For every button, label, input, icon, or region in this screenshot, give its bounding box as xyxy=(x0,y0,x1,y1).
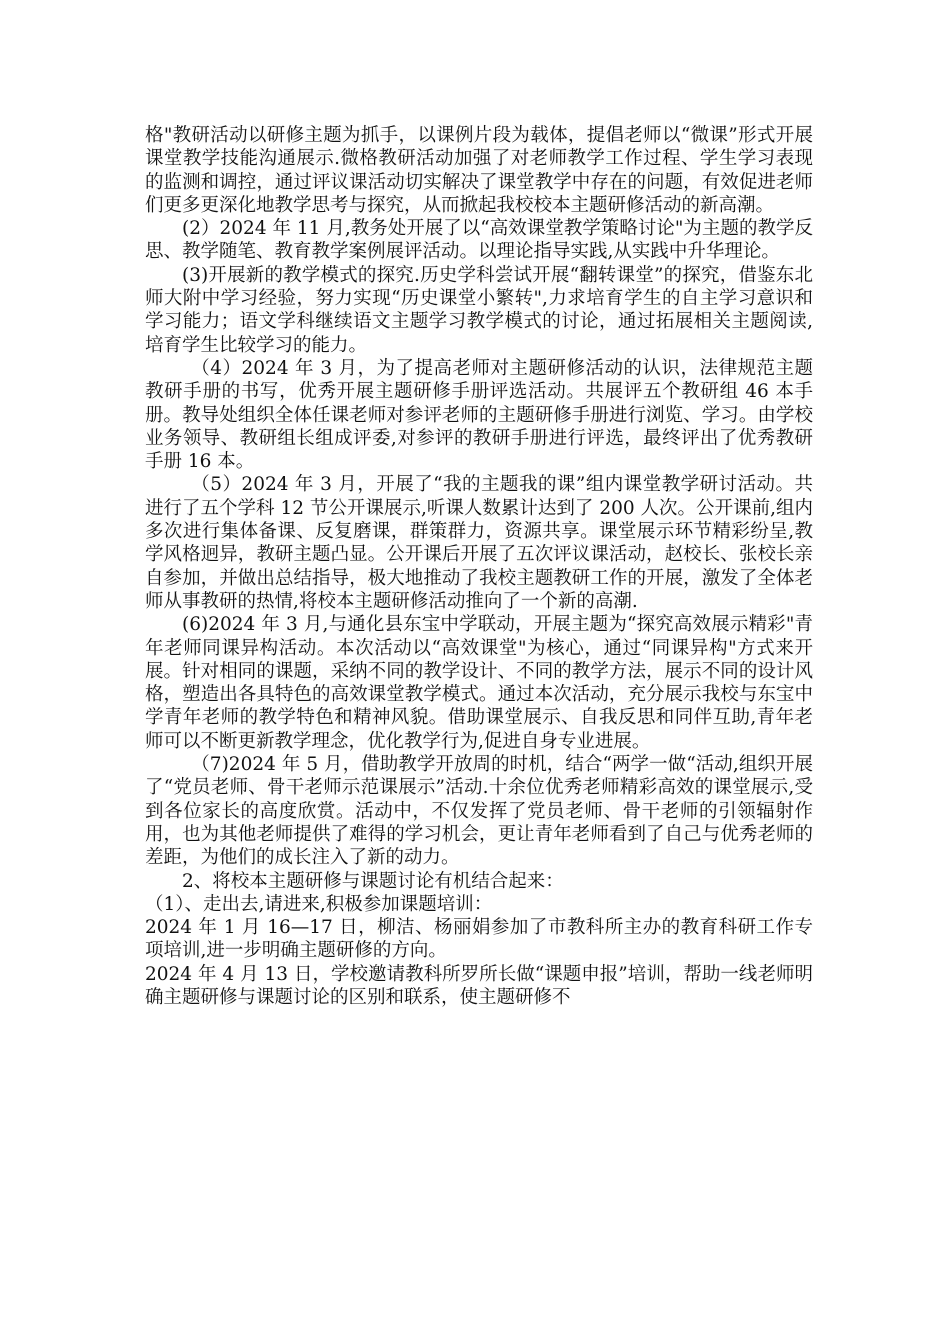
document-page xyxy=(145,124,813,1009)
paragraph-training-jan: 2024 年 1 月 16—17 日，柳洁、杨丽娟参加了市教科所主办的教育科研工作专项培训,进一步明确主题研修的方向。 xyxy=(145,917,813,962)
paragraph-item-5: （5）2024 年 3 月，开展了“我的主题我的课”组内课堂教学研讨活动。共进行了五个学科 12 节公开课展示,听课人数累计达到了 200 人次。公开课前,组内多次进行集体备课、反复磨课，群策群力，资源共享。课堂展示环节精彩纷呈,教学风格迥异，教研主题凸显。公开课后开展了五次评议课活动，赵校长、张校长亲自参加，并做出总结指导，极大地推动了我校主题教研工作的开展，激发了全体老师从事教研的热情,将校本主题研修活动推向了一个新的高潮. xyxy=(145,474,813,612)
section-heading-2: 2、将校本主题研修与课题讨论有机结合起来： xyxy=(182,870,564,892)
paragraph-item-6: (6)2024 年 3 月,与通化县东宝中学联动，开展主题为“探究高效展示精彩"青年老师同课异构活动。本次活动以“高效课堂"为核心，通过“同课异构"方式来开展。针对相同的课题，采纳不同的教学设计、不同的教学方法，展示不同的设计风格，塑造出各具特色的高效课堂教学模式。通过本次活动，充分展示我校与东宝中学青年老师的教学特色和精神风貌。借助课堂展示、自我反思和同伴互助,青年老师可以不断更新教学理念，优化教学行为,促进自身专业进展。 xyxy=(145,614,813,752)
paragraph-item-3: (3)开展新的教学模式的探究.历史学科尝试开展“翻转课堂”的探究，借鉴东北师大附中学习经验，努力实现“历史课堂小繁转",力求培育学生的自主学习意识和学习能力；语文学科继续语文主题学习教学模式的讨论，通过拓展相关主题阅读,培育学生比较学习的能力。 xyxy=(145,264,813,356)
paragraph-item-7: （7)2024 年 5 月，借助教学开放周的时机，结合“两学一做“活动,组织开展了“党员老师、骨干老师示范课展示”活动.十余位优秀老师精彩高效的课堂展示,受到各位家长的高度欣赏。活动中，不仅发挥了党员老师、骨干老师的引领辐射作用，也为其他老师提供了难得的学习机会，更让青年老师看到了自己与优秀老师的差距，为他们的成长注入了新的动力。 xyxy=(145,754,813,869)
paragraph-micro-teaching: 格"教研活动以研修主题为抓手，以课例片段为载体，提倡老师以“微课”形式开展课堂教学技能沟通展示.微格教研活动加强了对老师教学工作过程、学生学习表现的监测和调控，通过评议课活动切实解决了课堂教学中存在的问题，有效促进老师们更多更深化地教学思考与探究，从而掀起我校校本主题研修活动的新高潮。 xyxy=(145,125,813,216)
subheading-1: （1）、走出去,请进来,积极参加课题培训： xyxy=(145,893,493,915)
paragraph-training-apr: 2024 年 4 月 13 日，学校邀请教科所罗所长做“课题申报”培训，帮助一线老师明确主题研修与课题讨论的区别和联系，使主题研修不 xyxy=(145,963,813,1008)
paragraph-item-4: （4）2024 年 3 月，为了提高老师对主题研修活动的认识，法律规范主题教研手册的书写，优秀开展主题研修手册评选活动。共展评五个教研组 46 本手册。教导处组织全体任课老师对参评老师的主题研修手册进行浏览、学习。由学校业务领导、教研组长组成评委,对参评的教研手册进行评选，最终评出了优秀教研手册 16 本。 xyxy=(145,357,813,473)
paragraph-item-2: (2）2024 年 11 月,教务处开展了以“高效课堂教学策略讨论"为主题的教学反思、教学随笔、教育教学案例展评活动。以理论指导实践,从实践中升华理论。 xyxy=(145,218,813,263)
